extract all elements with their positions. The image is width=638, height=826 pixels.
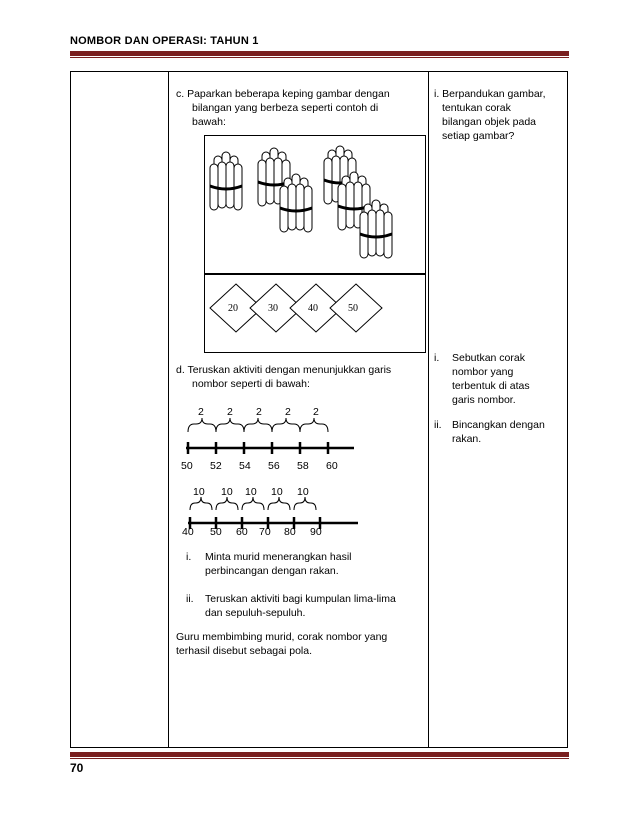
nl1-label-2: 52 (210, 460, 222, 472)
right-d-ii-line1: Bincangkan dengan (452, 419, 545, 431)
nl2-step-4: 10 (271, 486, 283, 498)
item-ii-line2: dan sepuluh-sepuluh. (205, 607, 306, 619)
item-i-line2: perbincangan dengan rakan. (205, 565, 339, 577)
item-ii-line1: Teruskan aktiviti bagi kumpulan lima-lima (205, 593, 396, 605)
right-d-i-line2: nombor yang (452, 366, 514, 378)
right-d-ii-num: ii. (434, 419, 442, 431)
page-number: 70 (70, 761, 84, 775)
guru-line2: terhasil disebut sebagai pola. (176, 645, 313, 657)
nl1-label-6: 60 (326, 460, 338, 472)
item-i-line1: Minta murid menerangkan hasil (205, 551, 352, 563)
right-c-line4: setiap gambar? (442, 130, 515, 142)
diamond-number-1: 20 (228, 303, 238, 314)
right-d-i-num: i. (434, 352, 440, 364)
section-c-line2: bilangan yang berbeza seperti contoh di (192, 102, 379, 114)
nl2-label-2: 50 (210, 526, 222, 538)
footer-rule-thin (70, 758, 569, 759)
nl1-step-4: 2 (285, 406, 291, 418)
item-i-num: i. (186, 551, 192, 563)
right-d-i-line3: terbentuk di atas (452, 380, 530, 392)
nl1-step-1: 2 (198, 406, 204, 418)
right-c-line2: tentukan corak (442, 102, 511, 114)
section-d-line2: nombor seperti di bawah: (192, 378, 310, 390)
nl1-step-2: 2 (227, 406, 233, 418)
right-d-ii-line2: rakan. (452, 433, 482, 445)
guru-line1: Guru membimbing murid, corak nombor yang (176, 631, 388, 643)
section-c-line1: c. Paparkan beberapa keping gambar dengan (176, 88, 390, 100)
diamond-number-3: 40 (308, 303, 318, 314)
nl2-step-2: 10 (221, 486, 233, 498)
nl2-step-3: 10 (245, 486, 257, 498)
nl2-label-4: 70 (259, 526, 271, 538)
section-d-line1: d. Teruskan aktiviti dengan menunjukkan garis (176, 364, 392, 376)
nl1-label-5: 58 (297, 460, 309, 472)
footer-rule (70, 752, 569, 757)
nl2-label-6: 90 (310, 526, 322, 538)
nl2-label-1: 40 (182, 526, 194, 538)
nl1-step-5: 2 (313, 406, 319, 418)
nl2-label-3: 60 (236, 526, 248, 538)
bundle-group-3 (324, 146, 392, 258)
nl2-step-5: 10 (297, 486, 309, 498)
diamond-number-4: 50 (348, 303, 358, 314)
diamond-number-2: 30 (268, 303, 278, 314)
page-header-title: NOMBOR DAN OPERASI: TAHUN 1 (70, 35, 259, 47)
nl2-step-1: 10 (193, 486, 205, 498)
right-d-i-line1: Sebutkan corak (452, 352, 525, 364)
item-ii-num: ii. (186, 593, 194, 605)
right-c-line3: bilangan objek pada (442, 116, 536, 128)
bundle-group-1 (210, 152, 242, 210)
nl1-label-3: 54 (239, 460, 251, 472)
nl1-label-1: 50 (181, 460, 193, 472)
bundle-group-2 (258, 148, 312, 232)
right-d-i-line4: garis nombor. (452, 394, 516, 406)
nl2-label-5: 80 (284, 526, 296, 538)
nl1-label-4: 56 (268, 460, 280, 472)
right-c-line1: i. Berpandukan gambar, (434, 88, 546, 100)
nl1-step-3: 2 (256, 406, 262, 418)
section-c-line3: bawah: (192, 116, 226, 128)
